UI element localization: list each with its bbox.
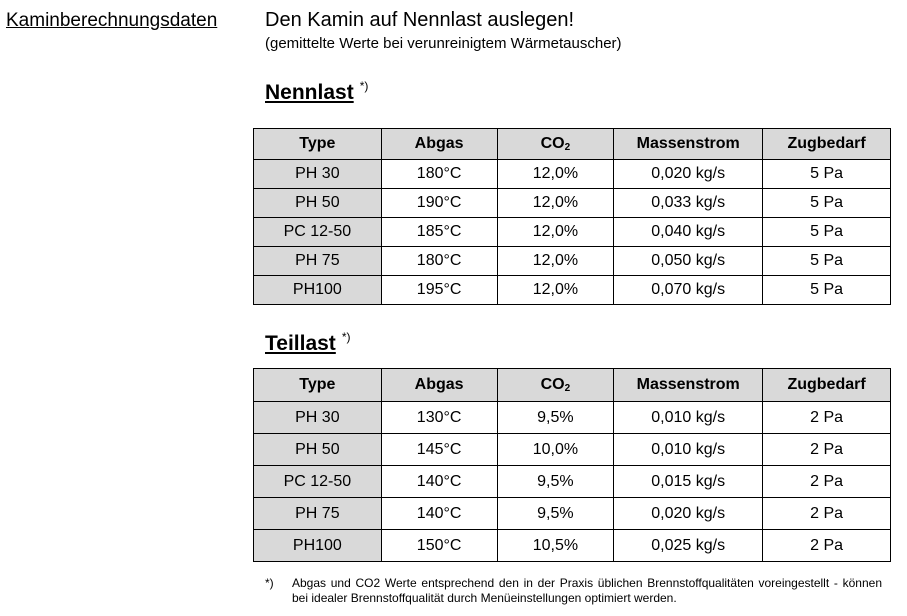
section-title-nennlast	[265, 79, 368, 105]
footnote-marker: *)	[265, 576, 274, 590]
cell-type: PH 50	[254, 189, 382, 218]
table-row	[254, 160, 891, 189]
cell-abgas: 185°C	[381, 218, 497, 247]
cell-zugbedarf: 5 Pa	[763, 218, 891, 247]
cell-type: PH 50	[254, 434, 382, 466]
cell-co2: 10,0%	[497, 434, 614, 466]
cell-zugbedarf: 2 Pa	[763, 466, 891, 498]
section-title-teillast	[265, 330, 350, 356]
cell-zugbedarf: 5 Pa	[763, 189, 891, 218]
cell-type: PH 75	[254, 498, 382, 530]
header-abgas: Abgas	[381, 369, 497, 402]
page-subtitle: (gemittelte Werte bei verunreinigtem Wärmetauscher)	[265, 35, 622, 52]
footnote-marker: *)	[341, 330, 351, 344]
header-type: Type	[254, 369, 382, 402]
nennlast-table	[253, 128, 891, 305]
section-title-text: Teillast	[265, 332, 336, 355]
table-row	[254, 189, 891, 218]
header-zugbedarf: Zugbedarf	[763, 129, 891, 160]
teillast-table	[253, 368, 891, 562]
cell-co2: 9,5%	[497, 402, 614, 434]
cell-abgas: 180°C	[381, 160, 497, 189]
cell-massenstrom: 0,040 kg/s	[614, 218, 763, 247]
footnote-text: Abgas und CO2 Werte entsprechend den in der Praxis üblichen Brennstoffqualitäten voreingestellt - können bei idealer Brennstoffqualität durch Menüeinstellungen optimiert werden.	[292, 576, 882, 605]
header-massenstrom: Massenstrom	[614, 369, 763, 402]
header-co2-subscript: 2	[564, 142, 571, 153]
cell-massenstrom: 0,010 kg/s	[614, 402, 763, 434]
side-label: Kaminberechnungsdaten	[6, 10, 218, 31]
cell-massenstrom: 0,020 kg/s	[614, 160, 763, 189]
cell-type: PH 30	[254, 160, 382, 189]
table-row	[254, 247, 891, 276]
cell-type: PH100	[254, 276, 382, 305]
cell-abgas: 190°C	[381, 189, 497, 218]
cell-zugbedarf: 5 Pa	[763, 247, 891, 276]
cell-abgas: 140°C	[381, 466, 497, 498]
header-co2-subscript: 2	[564, 383, 571, 394]
cell-type: PC 12-50	[254, 466, 382, 498]
cell-abgas: 140°C	[381, 498, 497, 530]
cell-co2: 12,0%	[497, 276, 614, 305]
cell-type: PH 30	[254, 402, 382, 434]
table-row	[254, 218, 891, 247]
table-row	[254, 530, 891, 562]
cell-massenstrom: 0,033 kg/s	[614, 189, 763, 218]
header-row	[254, 369, 891, 402]
cell-abgas: 145°C	[381, 434, 497, 466]
table-row	[254, 498, 891, 530]
header-co2-text: CO	[540, 376, 565, 393]
header-massenstrom: Massenstrom	[614, 129, 763, 160]
cell-massenstrom: 0,010 kg/s	[614, 434, 763, 466]
header-abgas: Abgas	[381, 129, 497, 160]
cell-massenstrom: 0,050 kg/s	[614, 247, 763, 276]
cell-abgas: 130°C	[381, 402, 497, 434]
header-zugbedarf: Zugbedarf	[763, 369, 891, 402]
header-row	[254, 129, 891, 160]
header-type: Type	[254, 129, 382, 160]
cell-zugbedarf: 5 Pa	[763, 276, 891, 305]
cell-abgas: 150°C	[381, 530, 497, 562]
cell-zugbedarf: 5 Pa	[763, 160, 891, 189]
cell-type: PH 75	[254, 247, 382, 276]
cell-co2: 12,0%	[497, 247, 614, 276]
cell-co2: 12,0%	[497, 189, 614, 218]
cell-co2: 10,5%	[497, 530, 614, 562]
footnote-marker: *)	[359, 79, 369, 93]
cell-co2: 12,0%	[497, 218, 614, 247]
cell-massenstrom: 0,025 kg/s	[614, 530, 763, 562]
cell-co2: 12,0%	[497, 160, 614, 189]
cell-zugbedarf: 2 Pa	[763, 530, 891, 562]
table-row	[254, 402, 891, 434]
cell-massenstrom: 0,015 kg/s	[614, 466, 763, 498]
table-row	[254, 466, 891, 498]
cell-type: PH100	[254, 530, 382, 562]
cell-massenstrom: 0,020 kg/s	[614, 498, 763, 530]
cell-type: PC 12-50	[254, 218, 382, 247]
page-title: Den Kamin auf Nennlast auslegen!	[265, 9, 575, 31]
table-row	[254, 276, 891, 305]
cell-massenstrom: 0,070 kg/s	[614, 276, 763, 305]
section-title-text: Nennlast	[265, 81, 354, 104]
cell-zugbedarf: 2 Pa	[763, 498, 891, 530]
table-row	[254, 434, 891, 466]
header-co2	[497, 369, 614, 402]
cell-abgas: 180°C	[381, 247, 497, 276]
cell-co2: 9,5%	[497, 498, 614, 530]
header-co2-text: CO	[540, 135, 565, 152]
cell-co2: 9,5%	[497, 466, 614, 498]
cell-zugbedarf: 2 Pa	[763, 434, 891, 466]
cell-zugbedarf: 2 Pa	[763, 402, 891, 434]
header-co2	[497, 129, 614, 160]
cell-abgas: 195°C	[381, 276, 497, 305]
